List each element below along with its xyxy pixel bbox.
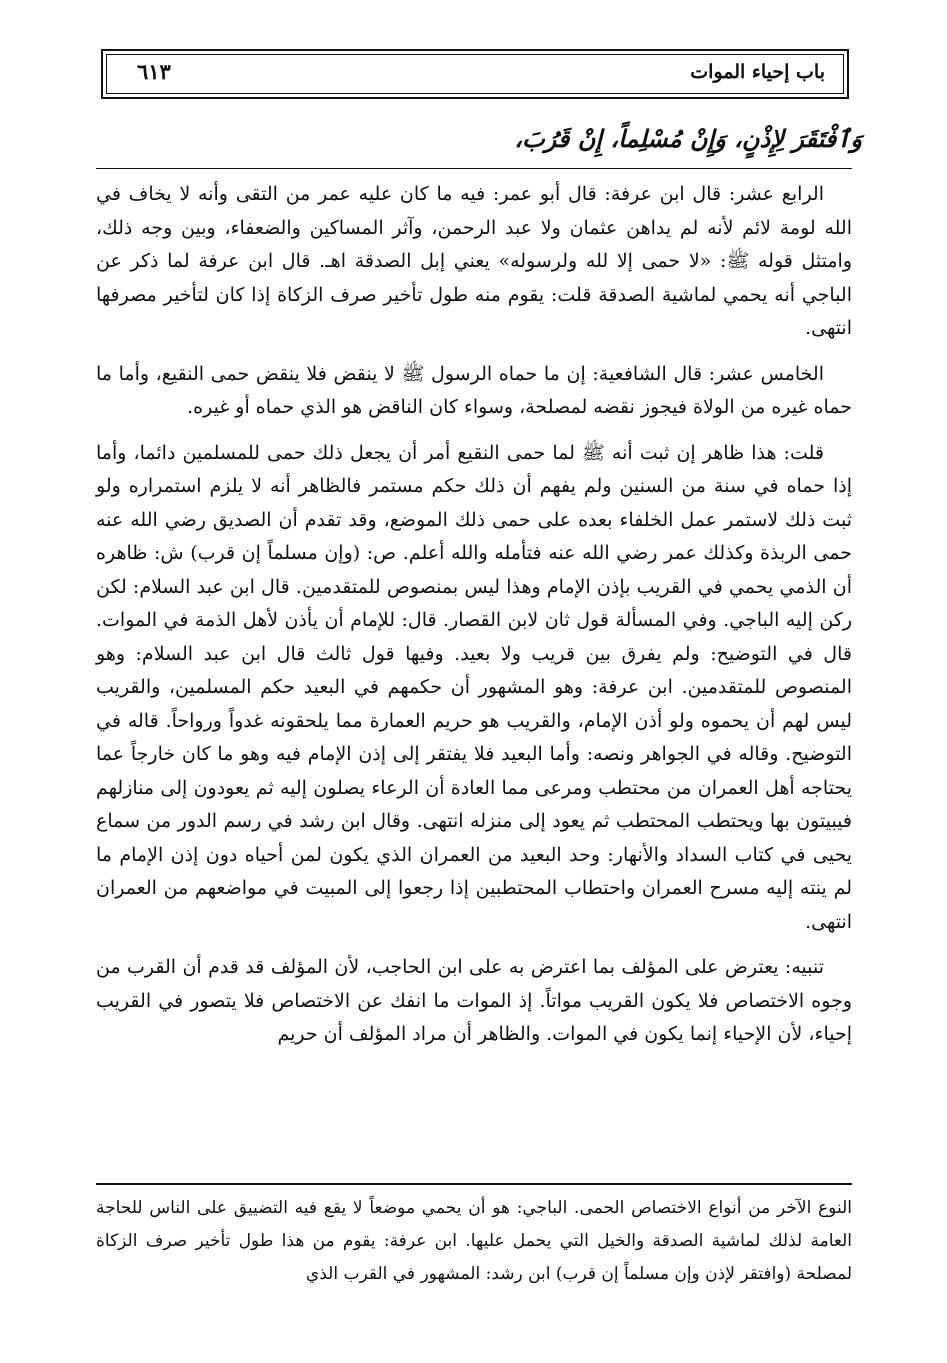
matn-verse: وَٱفْتَقَرَ لِإِذْنٍ، وَإِنْ مُسْلِماً، إِنْ قَرُبَ، — [514, 124, 862, 153]
footnote-text: النوع الآخر من أنواع الاختصاص الحمى. الباجي: هو أن يحمي موضعاً لا يقع فيه التضييق على الناس للحاجة العامة لذلك لماشية الصدقة والخيل التي يحمل عليها. ابن عرفة: يقوم من هذا طول تأخير صرف الزكاة لمصلحة (وافتقر لإذن وإن مسلماً إن قرب) ابن رشد: المشهور في القرب الذي — [96, 1198, 852, 1284]
paragraph: تنبيه: يعترض على المؤلف بما اعترض به على ابن الحاجب، لأن المؤلف قد قدم أن القرب من وجوه الاختصاص فلا يكون القريب مواتاً. إذ الموات ما انفك عن الاختصاص فلا يتصور في القريب إحياء، لأن الإحياء إنما يكون في الموات. والظاهر أن مراد المؤلف أن حريم — [96, 956, 852, 1045]
page-number: ٦١٣ — [137, 59, 171, 84]
footnote — [96, 1192, 852, 1291]
top-divider — [96, 168, 852, 169]
paragraph: الخامس عشر: قال الشافعية: إن ما حماه الرسول ﷺ لا ينقض فلا ينقض حمى النقيع، وأما ما حماه غيره من الولاة فيجوز نقضه لمصلحة، وسواء كان الناقض هو الذي حماه أو غيره. — [96, 362, 852, 418]
chapter-title: باب إحياء الموات — [690, 61, 825, 83]
paragraph: قلت: هذا ظاهر إن ثبت أنه ﷺ لما حمى النقيع أمر أن يجعل ذلك حمى للمسلمين دائما، وأما إذا حماه في سنة من السنين ولم يفهم أن ذلك حكم مستمر فالظاهر أنه لا يلزم استمراره ولو ثبت ذلك لاستمر عمل الخلفاء بعده على حمى ذلك الموضع، وقد تقدم أن الصديق رضي الله عنه حمى الربذة وكذلك عمر رضي الله عنه فتأمله والله أعلم. ص: (وإن مسلماً إن قرب) ش: ظاهره أن الذمي يحمي في القريب بإذن الإمام وهذا ليس بمنصوص للمتقدمين. قال ابن عبد السلام: لكن ركن إليه الباجي. وفي المسألة قول ثان لابن القصار. قال: للإمام أن يأذن لأهل الذمة في الموات. قال في التوضيح: ولم يفرق بين قريب ولا بعيد. وفيها قول ثالث قال ابن عبد السلام: وهو المنصوص للمتقدمين. ابن عرفة: وهو المشهور أن حكمهم في البعيد حكم المسلمين، والقريب ليس لهم أن يحموه ولو أذن الإمام، والقريب هو حريم العمارة مما يلحقونه غدواً ورواحاً. قاله في التوضيح. وقاله في الجواهر ونصه: وأما البعيد فلا يفتقر إلى إذن الإمام فيه وهو ما كان خارجاً عما يحتاجه أهل العمران من محتطب ومرعى مما العادة أن الرعاء يصلون إليه ثم يعودون إلى منازلهم فيبيتون بها ويحتطب المحتطب ثم يعود إلى منزله انتهى. وقال ابن رشد في رسم الدور من سماع يحيى في كتاب السداد والأنهار: وحد البعيد من العمران الذي يكون لمن أحياه دون إذن الإمام ما لم ينته إليه مسرح العمران واحتطاب المحتطبين إذا رجعوا إلى المبيت في مواضعهم من العمران انتهى. — [96, 441, 852, 933]
page-header — [101, 49, 849, 99]
footnote-divider — [96, 1183, 852, 1185]
paragraph: الرابع عشر: قال ابن عرفة: قال أبو عمر: فيه ما كان عليه عمر من التقى وأنه لا يخاف في الله لومة لائم لأنه لم يداهن عثمان ولا عبد الرحمن، وآثر المساكين والضعفاء، وبين وجه ذلك، وامتثل قوله ﷺ: «لا حمى إلا لله ولرسوله» يعني إبل الصدقة اهـ. قال ابن عرفة لما ذكر عن الباجي أنه يحمي لماشية الصدقة قلت: يقوم منه طول تأخير صرف الزكاة إذا كان لتأخير مصرفها انتهى. — [96, 183, 852, 339]
commentary-body — [96, 178, 852, 1064]
